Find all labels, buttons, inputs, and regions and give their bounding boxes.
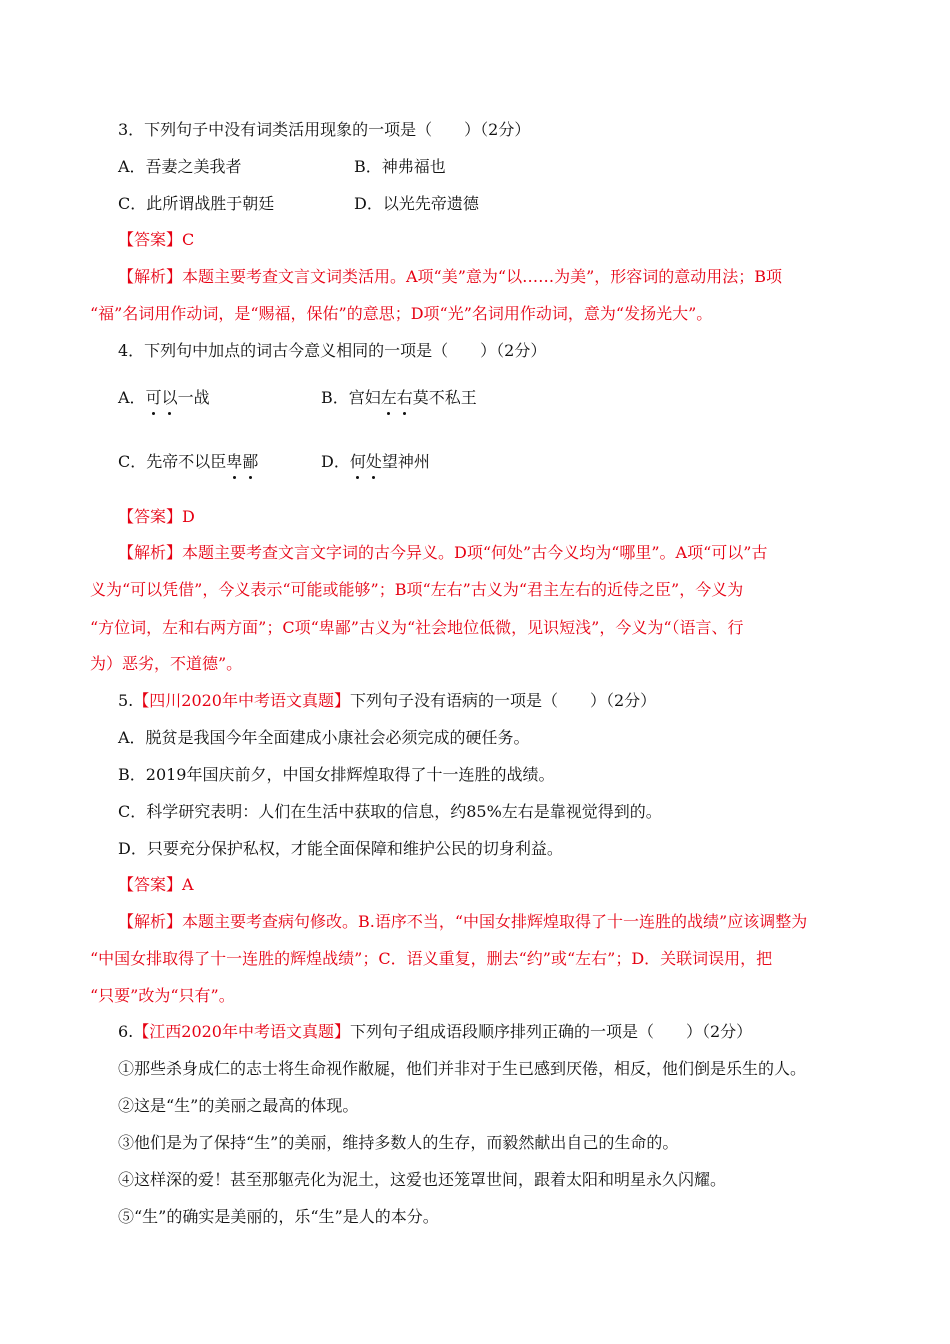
q6-sentence-3: ③他们是为了保持“生”的美丽，维持多数人的生存，而毅然献出自己的生命的。 [118, 1133, 679, 1152]
q4-option-c-dotted-char-1: 卑 [226, 452, 243, 471]
q4-option-a-dotted-char-2: 以 [161, 388, 178, 407]
q4-option-b-rest: 莫不私王 [412, 388, 477, 407]
q5-analysis-line-2: “中国女排取得了十一连胜的辉煌战绩”；C．语义重复，删去“约”或“左右”；D．关联词误用，把 [90, 949, 773, 968]
q4-stem: 4．下列句中加点的词古今意义相同的一项是（ ）（2分） [118, 341, 547, 360]
q6-sentence-4: ④这样深的爱！甚至那躯壳化为泥土，这爱也还笼罩世间，跟着太阳和明星永久闪耀。 [118, 1170, 727, 1189]
q6-stem: 下列句子组成语段顺序排列正确的一项是（ ）（2分） [350, 1022, 753, 1041]
q5-stem: 下列句子没有语病的一项是（ ）（2分） [350, 691, 657, 710]
q5-option-b: B．2019年国庆前夕，中国女排辉煌取得了十一连胜的战绩。 [118, 765, 555, 784]
q4-option-c [118, 451, 258, 473]
q4-option-a [118, 387, 210, 409]
q5-answer: 【答案】A [118, 875, 194, 894]
q6-stem-line [118, 1021, 752, 1043]
q3-analysis-line-2: “福”名词用作动词，是“赐福，保佑”的意思；D项“光”名词用作动词，意为“发扬光大”。 [90, 304, 713, 323]
q5-source: 【四川2020年中考语文真题】 [133, 691, 350, 710]
q3-option-c: C．此所谓战胜于朝廷 [118, 194, 275, 213]
q4-option-b-dotted-char-2: 右 [396, 388, 413, 407]
q5-stem-line [118, 690, 656, 712]
q4-option-d [321, 451, 430, 473]
q6-sentence-2: ②这是“生”的美丽之最高的体现。 [118, 1096, 359, 1115]
q4-option-a-dotted-char-1: 可 [145, 388, 162, 407]
q5-option-c: C．科学研究表明：人们在生活中获取的信息，约85%左右是靠视觉得到的。 [118, 802, 662, 821]
q4-option-d-rest: 望神州 [381, 452, 430, 471]
q4-option-b [321, 387, 477, 409]
q4-answer: 【答案】D [118, 507, 195, 526]
q5-option-d: D．只要充分保护私权，才能全面保障和维护公民的切身利益。 [118, 839, 563, 858]
q4-option-a-prefix: A． [118, 388, 146, 407]
q6-sentence-1: ①那些杀身成仁的志士将生命视作敝屣，他们并非对于生已感到厌倦，相反，他们倒是乐生的人。 [118, 1059, 807, 1078]
q4-analysis-line-3: “方位词，左和右两方面”；C项“卑鄙”古义为“社会地位低微，见识短浅”，今义为“（语言、行 [90, 618, 744, 637]
q3-stem: 3．下列句子中没有词类活用现象的一项是（ ）（2分） [118, 120, 531, 139]
q3-option-a: A．吾妻之美我者 [118, 157, 242, 176]
q6-source: 【江西2020年中考语文真题】 [133, 1022, 350, 1041]
q4-option-b-prefix: B．宫妇 [321, 388, 381, 407]
q4-analysis-line-2: 义为“可以凭借”，今义表示“可能或能够”；B项“左右”古义为“君主左右的近侍之臣”，今义为 [90, 580, 744, 599]
q3-option-b: B．神弗福也 [354, 157, 446, 176]
q4-option-d-dotted-char-1: 何 [349, 452, 366, 471]
q3-answer: 【答案】C [118, 230, 195, 249]
q4-analysis-line-4: 为）恶劣，不道德”。 [90, 654, 243, 673]
q3-option-d: D．以光先帝遗德 [354, 194, 479, 213]
q5-analysis-line-1: 【解析】本题主要考查病句修改。B.语序不当，“中国女排辉煌取得了十一连胜的战绩”应该调整为 [118, 912, 808, 931]
q5-option-a: A．脱贫是我国今年全面建成小康社会必须完成的硬任务。 [118, 728, 530, 747]
q3-analysis-line-1: 【解析】本题主要考查文言文词类活用。A项“美”意为“以……为美”，形容词的意动用法；B项 [118, 267, 783, 286]
q5-analysis-line-3: “只要”改为“只有”。 [90, 986, 235, 1005]
q6-number: 6. [118, 1022, 134, 1041]
q5-number: 5. [118, 691, 134, 710]
q6-sentence-5: ⑤“生”的确实是美丽的，乐“生”是人的本分。 [118, 1207, 439, 1226]
q4-option-c-dotted-char-2: 鄙 [242, 452, 259, 471]
q4-option-a-rest: 一战 [177, 388, 210, 407]
q4-option-d-dotted-char-2: 处 [365, 452, 382, 471]
q4-option-c-prefix: C．先帝不以臣 [118, 452, 227, 471]
q4-option-b-dotted-char-1: 左 [380, 388, 397, 407]
q4-analysis-line-1: 【解析】本题主要考查文言文字词的古今异义。D项“何处”古今义均为“哪里”。A项“可以”古 [118, 543, 768, 562]
q4-option-d-prefix: D． [321, 452, 350, 471]
